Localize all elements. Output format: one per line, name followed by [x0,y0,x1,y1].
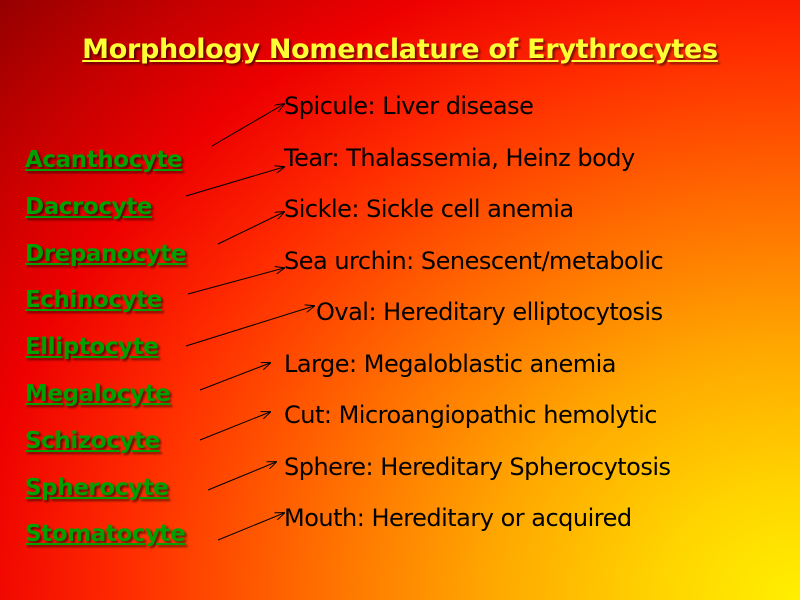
description-sickle: Sickle: Sickle cell anemia [284,195,574,223]
description-tear: Tear: Thalassemia, Heinz body [284,143,635,172]
arrow-drepanocyte [218,212,284,244]
term-drepanocyte: Drepanocyte [25,240,187,267]
description-sphere: Sphere: Hereditary Spherocytosis [284,452,671,481]
description-spicule: Spicule: Liver disease [284,92,534,120]
term-list [25,140,186,561]
description-large: Large: Megaloblastic anemia [284,349,616,378]
term-dacrocyte: Dacrocyte [25,193,153,220]
arrow-stomatocyte [218,513,284,540]
term-spherocyte: Spherocyte [25,474,169,501]
arrow-megalocyte [200,363,270,390]
description-list [284,84,671,548]
arrow-schizocyte [200,412,270,440]
arrow-spherocyte [208,462,276,490]
arrow-echinocyte [188,268,284,294]
term-megalocyte: Megalocyte [25,380,171,407]
description-sea-urchin: Sea urchin: Senescent/metabolic [284,246,664,275]
arrow-acanthocyte [212,104,284,146]
term-echinocyte: Echinocyte [25,287,162,314]
description-mouth: Mouth: Hereditary or acquired [284,504,632,532]
term-schizocyte: Schizocyte [25,427,160,454]
description-oval: Oval: Hereditary elliptocytosis [316,298,663,326]
term-stomatocyte: Stomatocyte [25,521,186,548]
term-acanthocyte: Acanthocyte [25,147,183,173]
description-cut: Cut: Microangiopathic hemolytic [284,401,657,429]
slide-title: Morphology Nomenclature of Erythrocytes [82,34,718,65]
term-elliptocyte: Elliptocyte [25,334,159,361]
arrow-dacrocyte [186,167,284,196]
